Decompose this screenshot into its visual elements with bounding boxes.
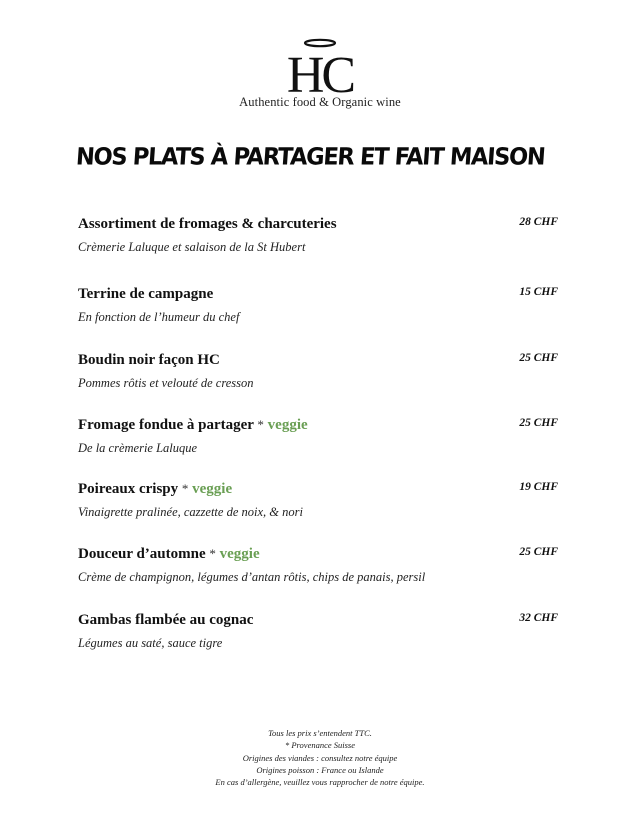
footer-line: * Provenance Suisse [284,740,356,751]
item-price: 15 CHF [519,286,558,298]
item-name: Gambas flambée au cognac [78,612,254,628]
menu-item [78,479,558,544]
swiss-origin-asterisk: * [257,417,264,432]
item-price: 25 CHF [519,352,558,364]
menu-item [78,214,558,284]
menu-item [78,610,558,660]
item-description: Crèmerie Laluque et salaison de la St Hubert [78,240,306,254]
item-description: En fonction de l’humeur du chef [78,310,240,324]
menu-item [78,415,558,479]
item-price: 28 CHF [519,216,558,228]
veggie-tag: veggie [219,546,260,562]
menu-item [78,350,558,415]
item-description: Vinaigrette pralinée, cazzette de noix, & nori [78,505,303,519]
footer-line: Tous les prix s’entendent TTC. [268,728,372,738]
item-price: 32 CHF [519,612,558,624]
item-description: Crème de champignon, légumes d’antan rôtis, chips de panais, persil [78,570,426,584]
item-description: De la crèmerie Laluque [78,441,198,455]
footer-notes [0,727,640,788]
veggie-tag: veggie [267,417,308,433]
footer-line: Origines des viandes : consultez notre équipe [242,752,398,763]
item-name: Terrine de campagne [78,286,214,302]
item-name: Fromage fondue à partager [78,417,254,433]
item-name: Assortiment de fromages & charcuteries [78,216,337,232]
footer-line: Origines poisson : France ou Islande [256,764,384,775]
footer-line: En cas d’allergène, veuillez vous rapprocher de notre équipe. [215,777,425,788]
swiss-origin-asterisk: * [209,546,216,561]
halo-hc-logo-icon [280,36,360,94]
item-price: 25 CHF [519,417,558,429]
section-title: NOS PLATS À PARTAGER ET FAIT MAISON [75,143,546,171]
menu-item [78,284,558,350]
item-price: 25 CHF [519,546,558,558]
logo [0,36,640,110]
item-name: Poireaux crispy [78,481,179,497]
swiss-origin-asterisk: * [181,481,189,496]
menu-item [78,544,558,610]
logo-tagline: Authentic food & Organic wine [239,95,401,109]
item-price: 19 CHF [519,481,558,493]
item-name: Boudin noir façon HC [78,352,220,368]
logo-monogram: HC [286,47,354,94]
veggie-tag: veggie [192,481,233,497]
menu-list [78,214,558,660]
item-name: Douceur d’automne [78,546,206,562]
item-description: Légumes au saté, sauce tigre [78,636,223,650]
item-description: Pommes rôtis et velouté de cresson [78,376,254,390]
